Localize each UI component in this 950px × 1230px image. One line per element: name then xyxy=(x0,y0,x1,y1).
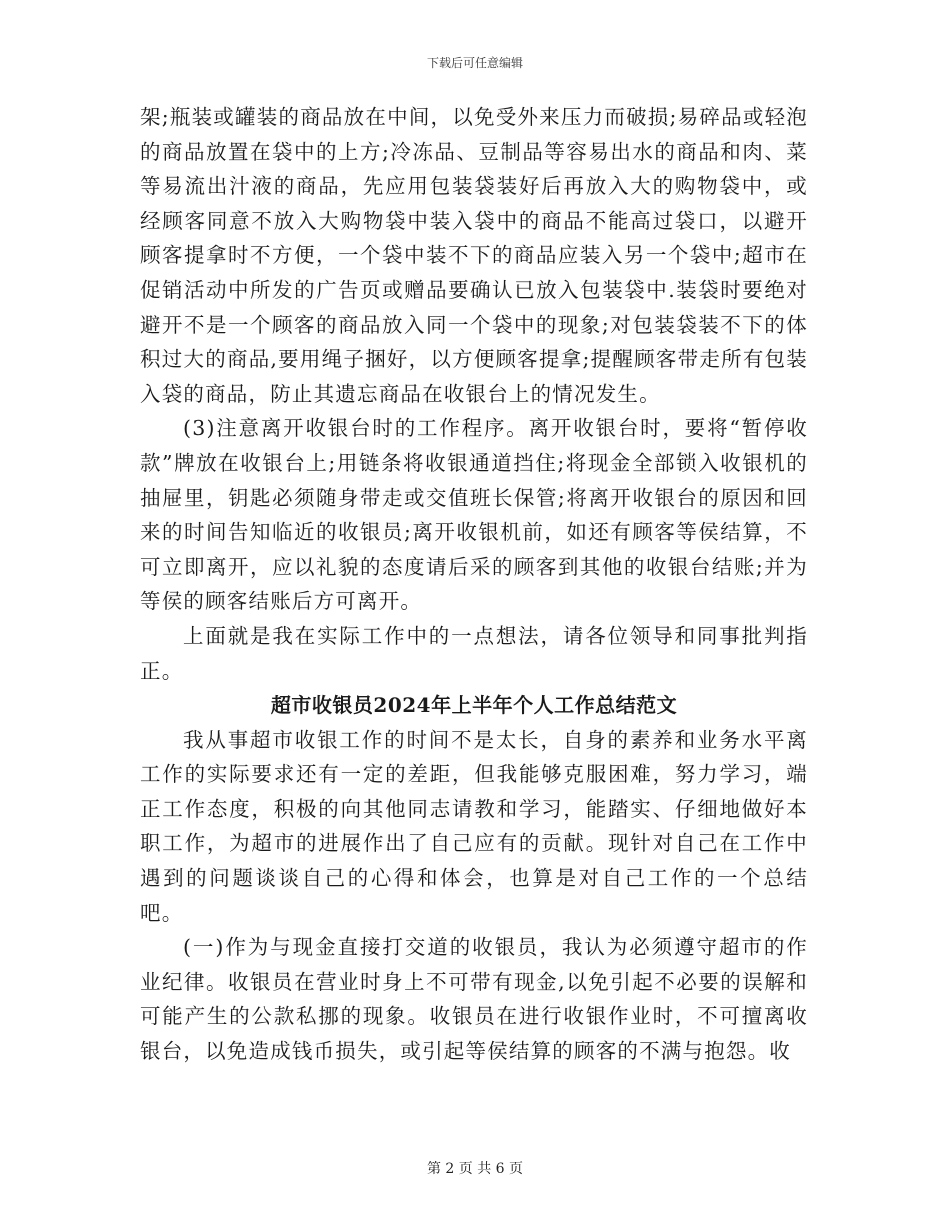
paragraph-bagging-rules: 架;瓶装或罐装的商品放在中间，以免受外来压力而破损;易碎品或轻泡的商品放置在袋中的上方;冷冻品、豆制品等容易出水的商品和肉、菜等易流出汁液的商品，先应用包装袋装好后再放入大的购物袋中，或经顾客同意不放入大购物袋中装入袋中的商品不能高过袋口，以避开顾客提拿时不方便，一个袋中装不下的商品应装入另一个袋中;超市在促销活动中所发的广告页或赠品要确认已放入包装袋中.装袋时要绝对避开不是一个顾客的商品放入同一个袋中的现象;对包装袋装不下的体积过大的商品,要用绳子捆好，以方便顾客提拿;提醒顾客带走所有包装入袋的商品，防止其遗忘商品在收银台上的情况发生。 xyxy=(140,105,808,406)
page-number: 第 2 页 共 6 页 xyxy=(426,1161,524,1177)
paragraph-leaving-procedure: (3)注意离开收银台时的工作程序。离开收银台时，要将“暂停收款”牌放在收银台上;用链条将收银通道挡住;将现金全部锁入收银机的抽屉里，钥匙必须随身带走或交值班长保管;将离开收银台的原因和回来的时间告知临近的收银员;离开收银机前，如还有顾客等侯结算，不可立即离开，应以礼貌的态度请后采的顾客到其他的收银台结账;并为等侯的顾客结账后方可离开。 xyxy=(140,416,808,614)
paragraph-introduction: 我从事超市收银工作的时间不是太长，自身的素养和业务水平离工作的实际要求还有一定的差距，但我能够克服困难，努力学习，端正工作态度，积极的向其他同志请教和学习，能踏实、仔细地做好本职工作，为超市的进展作出了自己应有的贡献。现针对自己在工作中遇到的问题谈谈自己的心得和体会，也算是对自己工作的一个总结吧。 xyxy=(140,727,808,925)
paragraph-discipline: (一)作为与现金直接打交道的收银员，我认为必须遵守超市的作业纪律。收银员在营业时身上不可带有现金,以免引起不必要的误解和可能产生的公款私挪的现象。收银员在进行收银作业时，不可擅离收银台，以免造成钱币损失，或引起等侯结算的顾客的不满与抱怨。收 xyxy=(140,935,808,1064)
page-header-note: 下载后可任意编辑 xyxy=(426,56,523,70)
paragraph-closing-remark: 上面就是我在实际工作中的一点想法，请各位领导和同事批判指正。 xyxy=(140,623,808,683)
document-body xyxy=(140,100,808,1069)
section-title: 超市收银员2024年上半年个人工作总结范文 xyxy=(270,693,678,718)
